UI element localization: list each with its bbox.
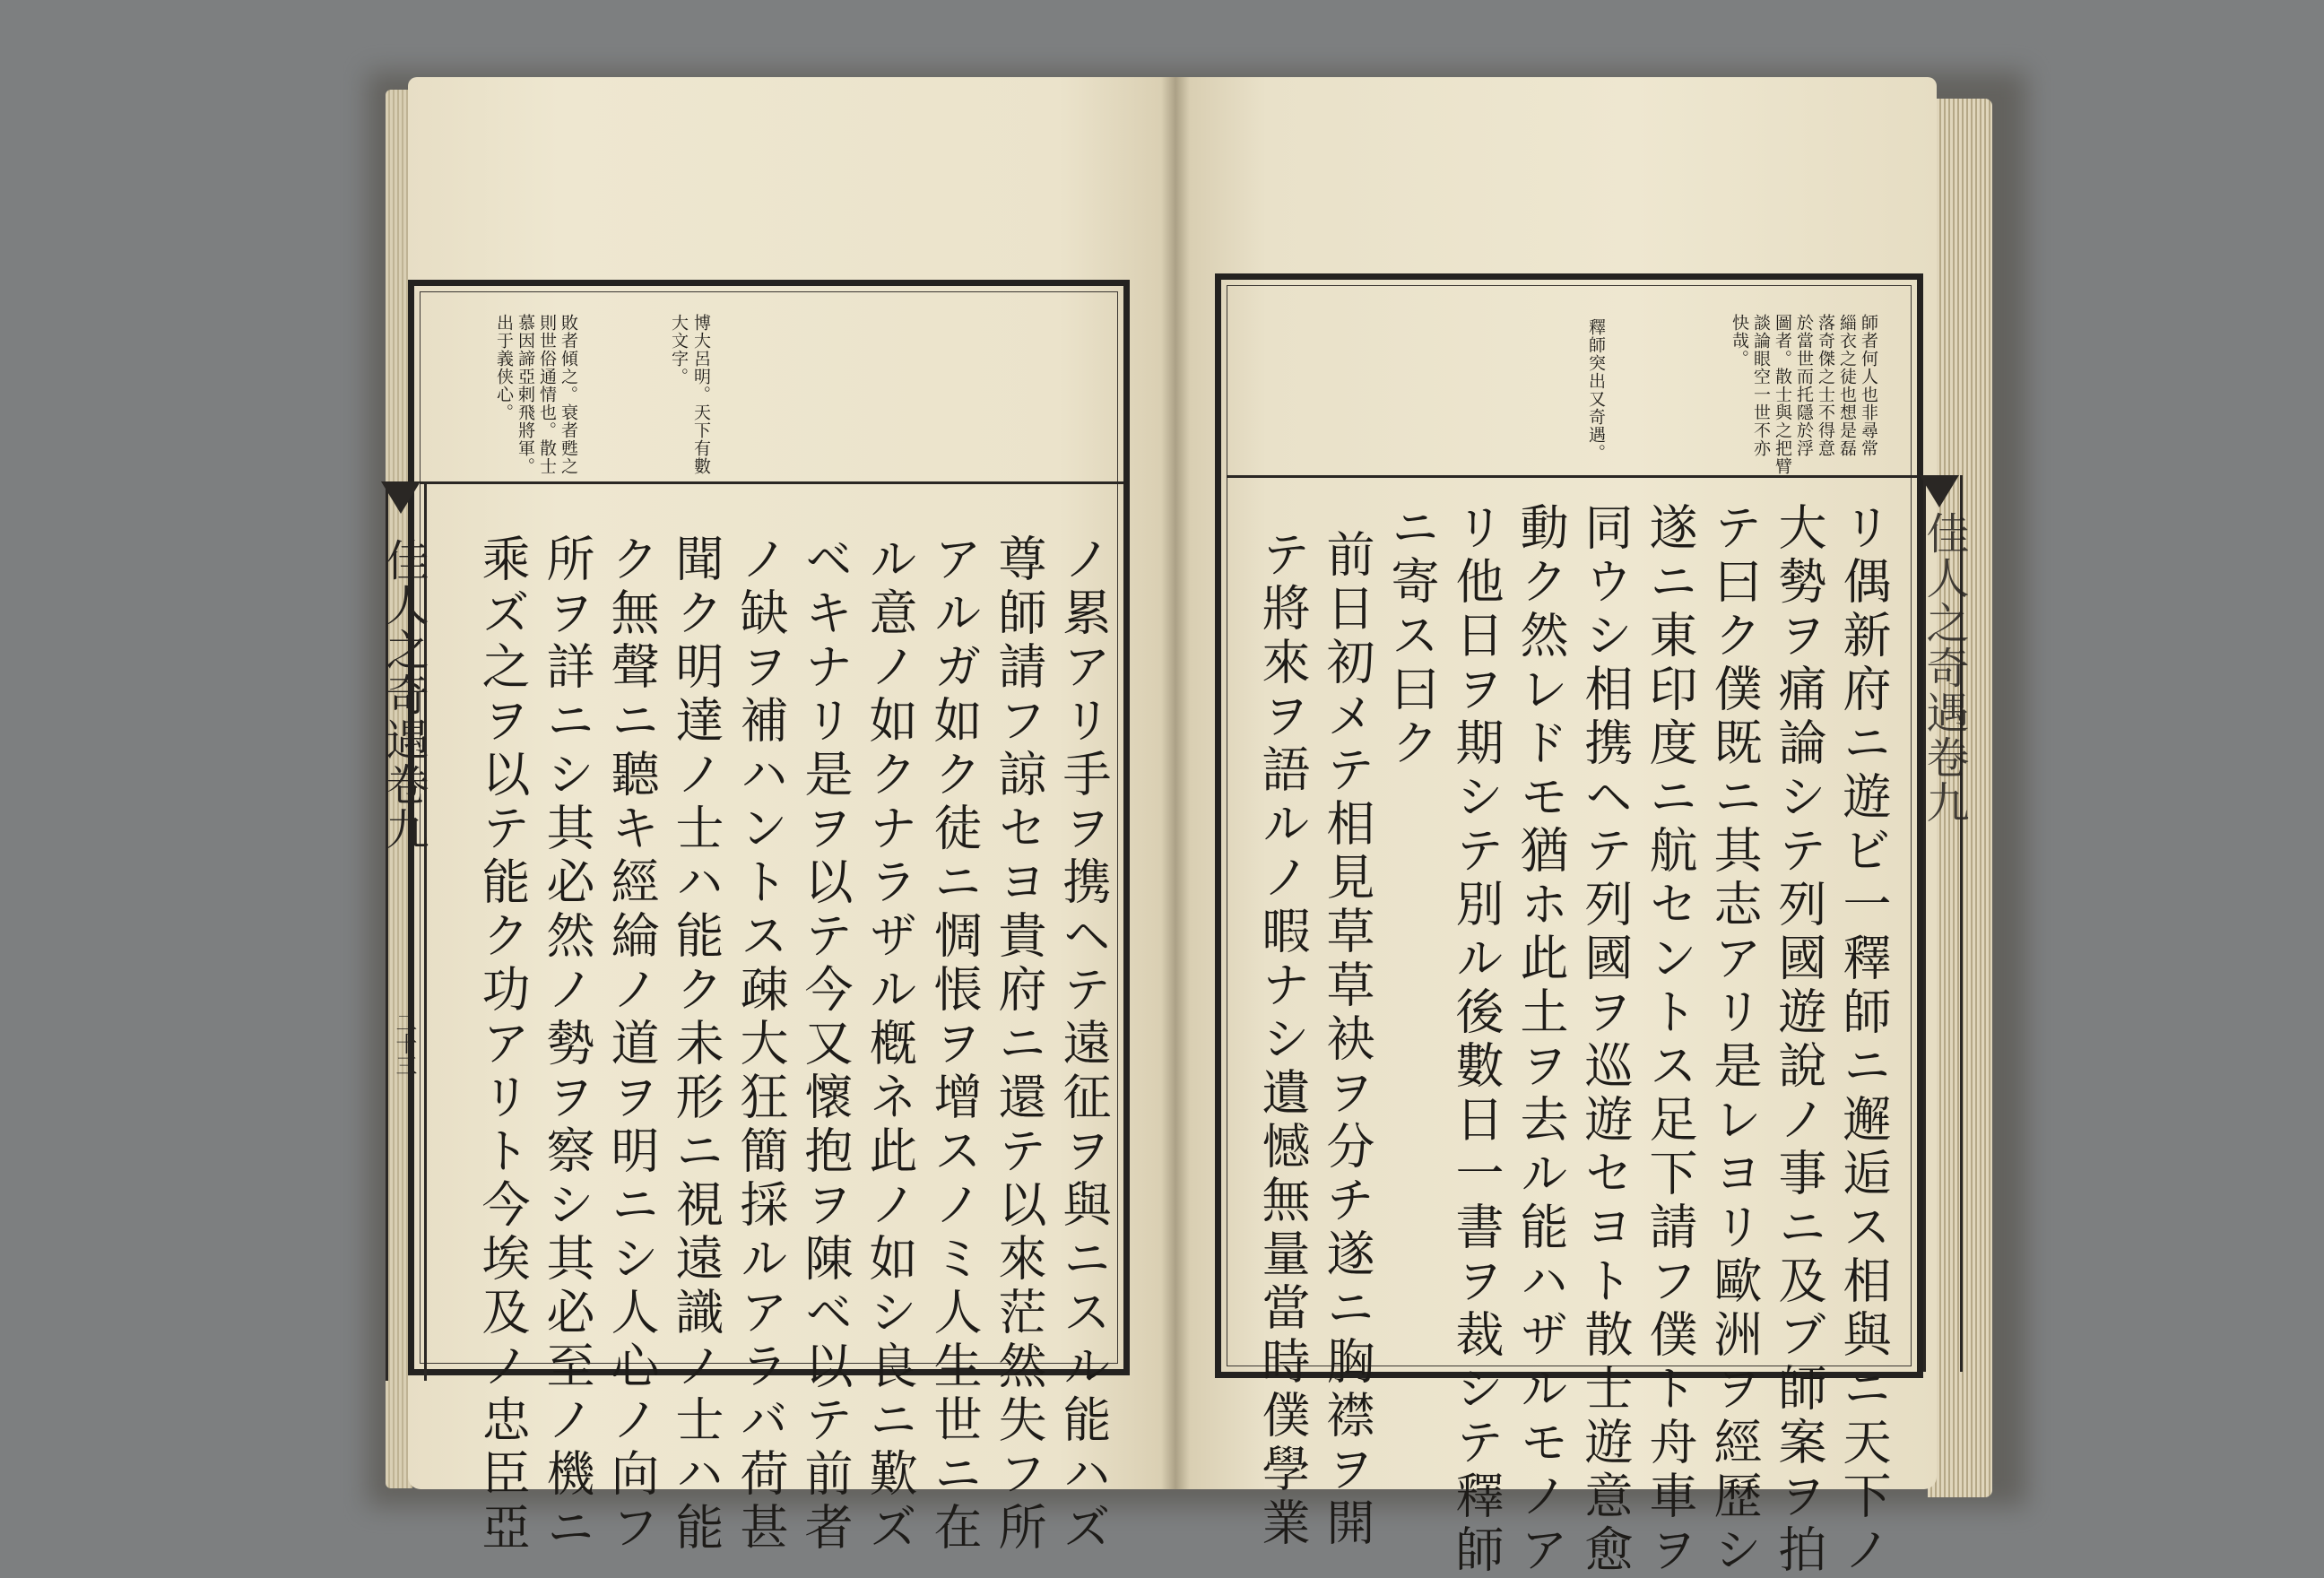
left-fold-title: 佳人之奇遇卷九 xyxy=(378,538,429,852)
right-head-note: 於當世而托隱於浮 xyxy=(1794,314,1814,457)
right-body-column: テ將來ヲ語ルノ暇ナシ遺憾無量當時僕學業 xyxy=(1254,529,1311,1551)
left-head-note: 則世俗通情也。散士 xyxy=(537,314,557,475)
right-body-column: ニ寄ス曰ク xyxy=(1383,502,1440,771)
right-body-column: テ曰ク僕既ニ其志アリ是レヨリ歐洲ヲ經歷シ xyxy=(1706,502,1763,1578)
right-fish-tail xyxy=(1920,475,1959,507)
right-head-note: 落奇傑之士不得意 xyxy=(1816,314,1835,457)
right-body-column: 大勢ヲ痛論シテ列國遊說ノ事ニ及ブ師案ヲ拍 xyxy=(1771,502,1827,1578)
left-body-column: アルガ如ク徒ニ惆悵ヲ增スノミ人生世ニ在 xyxy=(926,533,983,1556)
left-head-note: 慕因諦亞剌飛將軍。 xyxy=(516,314,535,475)
right-body-column: 動ク然レドモ猶ホ此土ヲ去ル能ハザルモノア xyxy=(1513,502,1569,1578)
left-body-column: 聞ク明達ノ士ハ能ク未形ニ視遠識ノ士ハ能 xyxy=(668,533,724,1556)
right-head-note: 談論眼空一世不亦 xyxy=(1751,314,1771,457)
book-gutter xyxy=(1161,77,1190,1489)
left-fish-tail xyxy=(381,481,421,514)
right-head-note: 師者何人也非尋常 xyxy=(1859,314,1878,457)
right-body-column: 前日初メテ相見草草袂ヲ分チ遂ニ胸襟ヲ開 xyxy=(1319,529,1375,1551)
right-body-column: リ他日ヲ期シテ別ル後數日一書ヲ裁シテ釋師 xyxy=(1448,502,1505,1578)
left-body-column: 乘ズ之ヲ以テ能ク功アリト今埃及ノ忠臣亞 xyxy=(474,533,531,1556)
left-body-column: ク無聲ニ聽キ經綸ノ道ヲ明ニシ人心ノ向フ xyxy=(603,533,660,1556)
left-head-note: 博大呂明。天下有數 xyxy=(691,314,711,475)
left-body-column: ル意ノ如クナラザル槪ネ此ノ如シ良ニ歎ズ xyxy=(862,533,918,1556)
left-body-column: 所ヲ詳ニシ其必然ノ勢ヲ察シ其必至ノ機ニ xyxy=(539,533,595,1556)
left-body-column: 尊師請フ諒セヨ貴府ニ還テ以來茫然失フ所 xyxy=(991,533,1047,1556)
right-body-column: リ偶新府ニ遊ビ一釋師ニ邂逅ス相與ニ天下ノ xyxy=(1835,502,1892,1578)
right-head-note: 圖者。散士與之把臂 xyxy=(1773,314,1792,475)
left-body-column: ベキナリ是ヲ以テ今又懷抱ヲ陳ベ以テ前者 xyxy=(797,533,854,1556)
left-folio: 二十三 xyxy=(392,1011,417,1076)
right-head-note: 緇衣之徒也想是磊 xyxy=(1837,314,1857,457)
left-head-note: 敗者傾之。衰者甦之 xyxy=(559,314,578,475)
left-body-column: ノ缺ヲ補ハントス疎大狂簡採ルアラバ荷甚 xyxy=(733,533,789,1556)
right-body-column: 遂ニ東印度ニ航セントス足下請フ僕ト舟車ヲ xyxy=(1642,502,1698,1578)
left-head-rule xyxy=(420,481,1123,484)
right-head-rule xyxy=(1227,475,1917,478)
right-head-note: 釋師突出又奇遇。 xyxy=(1586,318,1606,462)
right-head-note: 快哉。 xyxy=(1730,314,1749,368)
right-body-column: 同ウシ相携ヘテ列國ヲ巡遊セヨト散士遊意愈 xyxy=(1577,502,1634,1578)
right-fold-title: 佳人之奇遇卷九 xyxy=(1919,511,1969,825)
left-body-column: ノ累アリ手ヲ携ヘテ遠征ヲ與ニスル能ハズ xyxy=(1055,533,1112,1556)
left-head-note: 大文字。 xyxy=(669,314,689,386)
left-head-note: 出于義侠心。 xyxy=(494,314,514,421)
